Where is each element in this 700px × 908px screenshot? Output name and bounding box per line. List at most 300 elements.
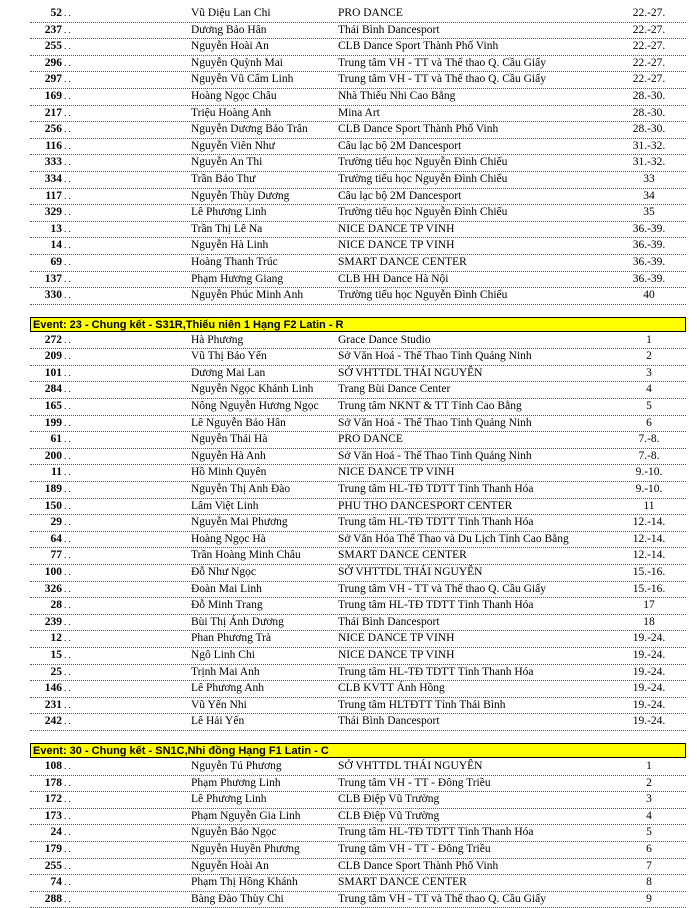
competitor-number: 117 xyxy=(45,189,62,202)
dot-leader: . . xyxy=(64,207,71,218)
placement: 4 xyxy=(646,383,652,396)
competitor-number: 15 xyxy=(50,648,62,661)
club-name: Nhà Thiếu Nhi Cao Bằng xyxy=(338,89,456,102)
competitor-name: Lê Phương Linh xyxy=(191,206,267,219)
competitor-name: Bàng Đào Thùy Chi xyxy=(191,892,284,905)
result-row xyxy=(30,416,686,433)
placement: 19.-24. xyxy=(632,715,666,728)
competitor-number: 255 xyxy=(44,859,62,872)
competitor-number: 189 xyxy=(44,483,62,496)
competitor-number: 242 xyxy=(44,715,62,728)
competitor-name: Nguyễn Ngọc Khánh Linh xyxy=(191,383,314,396)
competitor-number: 101 xyxy=(44,366,62,379)
dot-leader: . . xyxy=(64,334,71,345)
dot-leader: . . xyxy=(64,877,71,888)
dot-leader: . . xyxy=(64,567,71,577)
competitor-name: Lê Hải Yến xyxy=(191,715,245,728)
competitor-name: Hoàng Ngọc Hà xyxy=(191,532,266,545)
competitor-name: Trịnh Mai Anh xyxy=(191,665,260,678)
placement: 19.-24. xyxy=(632,632,666,645)
club-name: Câu lạc bộ 2M Dancesport xyxy=(338,189,462,202)
dot-leader: . . xyxy=(64,107,71,118)
placement: 22.-27. xyxy=(632,56,666,69)
dot-leader: . . xyxy=(64,173,71,184)
placement: 19.-24. xyxy=(632,665,666,678)
placement: 31.-32. xyxy=(632,156,666,169)
club-name: Sở Văn Hóa Thể Thao và Du Lịch Tỉnh Cao Bằng xyxy=(338,532,569,545)
club-name: SMART DANCE CENTER xyxy=(338,876,467,889)
placement: 2 xyxy=(646,776,652,789)
dot-leader: . . xyxy=(64,533,71,544)
placement: 15.-16. xyxy=(632,566,666,578)
competitor-number: 25 xyxy=(50,665,62,678)
club-name: NICE DANCE TP VINH xyxy=(338,466,455,479)
section-gap xyxy=(30,731,686,743)
club-name: Trang Bùi Dance Center xyxy=(338,383,451,396)
result-row xyxy=(30,139,686,156)
club-name: SỞ VHTTDL THÁI NGUYÊN xyxy=(338,366,483,379)
competitor-number: 28 xyxy=(50,599,62,612)
competitor-name: Lê Phương Anh xyxy=(191,682,265,695)
competitor-number: 255 xyxy=(44,40,62,53)
competitor-name: Phạm Phương Linh xyxy=(191,776,281,789)
competitor-name: Đỗ Như Ngọc xyxy=(191,566,257,578)
competitor-name: Nguyễn Thái Hà xyxy=(191,433,268,446)
club-name: Trung tâm HL-TĐ TDTT Tỉnh Thanh Hóa xyxy=(338,483,534,496)
result-row xyxy=(30,776,686,793)
competitor-name: Nguyễn Hoài An xyxy=(191,859,269,872)
placement: 36.-39. xyxy=(632,272,666,285)
club-name: SMART DANCE CENTER xyxy=(338,549,467,562)
placement: 8 xyxy=(646,876,652,889)
competitor-name: Nguyễn Huyền Phương xyxy=(191,842,300,855)
club-name: SMART DANCE CENTER xyxy=(338,255,467,268)
competitor-name: Hoàng Thanh Trúc xyxy=(191,255,278,268)
competitor-number: 297 xyxy=(44,73,62,86)
competitor-name: Nguyễn Hà Anh xyxy=(191,449,266,462)
dot-leader: . . xyxy=(64,649,71,660)
result-row xyxy=(30,122,686,139)
result-row xyxy=(30,255,686,272)
dot-leader: . . xyxy=(64,810,71,821)
club-name: Thái Bình Dancesport xyxy=(338,715,440,728)
club-name: Trung tâm VH - TT - Đông Triều xyxy=(338,776,491,789)
placement: 1 xyxy=(646,333,652,346)
club-name: Trường tiểu học Nguyễn Đình Chiểu xyxy=(338,156,508,169)
result-row xyxy=(30,582,686,599)
placement: 28.-30. xyxy=(632,106,666,119)
result-row xyxy=(30,565,686,582)
placement: 11 xyxy=(643,499,655,512)
club-name: Sở Văn Hoá - Thể Thao Tỉnh Quảng Ninh xyxy=(338,416,532,429)
club-name: CLB Điệp Vũ Trường xyxy=(338,793,440,806)
placement: 19.-24. xyxy=(632,682,666,695)
competitor-name: Phạm Thị Hồng Khánh xyxy=(191,876,298,889)
result-row xyxy=(30,106,686,123)
dot-leader: . . xyxy=(64,633,71,644)
competitor-name: Vũ Yến Nhi xyxy=(191,698,247,711)
dot-leader: . . xyxy=(64,760,71,771)
result-row xyxy=(30,714,686,731)
club-name: CLB Điệp Vũ Trường xyxy=(338,809,440,822)
dot-leader: . . xyxy=(64,90,71,101)
event-header: Event: 23 - Chung kết - S31R,Thiếu niên 1 Hạng F2 Latin - R xyxy=(30,317,686,332)
result-row xyxy=(30,515,686,532)
result-row xyxy=(30,72,686,89)
result-section xyxy=(30,6,686,305)
result-row xyxy=(30,465,686,482)
competitor-name: Triệu Hoàng Anh xyxy=(191,106,272,119)
club-name: Trung tâm VH - TT và Thể thao Q. Cầu Giấy xyxy=(338,582,546,595)
competitor-name: Hà Phương xyxy=(191,333,244,346)
placement: 9 xyxy=(646,892,652,905)
competitor-name: Đoàn Mai Linh xyxy=(191,582,262,595)
club-name: CLB Dance Sport Thành Phố Vinh xyxy=(338,123,499,136)
club-name: SỞ VHTTDL THÁI NGUYÊN xyxy=(338,759,483,772)
result-row xyxy=(30,842,686,859)
result-row xyxy=(30,89,686,106)
competitor-number: 12 xyxy=(50,632,62,645)
dot-leader: . . xyxy=(64,401,71,412)
competitor-name: Trần Thị Lê Na xyxy=(191,222,263,235)
result-row xyxy=(30,222,686,239)
result-row xyxy=(30,681,686,698)
placement: 5 xyxy=(646,826,652,839)
competitor-name: Vũ Thị Bảo Yến xyxy=(191,350,267,363)
competitor-name: Nông Nguyễn Hương Ngọc xyxy=(191,400,319,413)
competitor-name: Nguyễn Phúc Minh Anh xyxy=(191,289,304,302)
dot-leader: . . xyxy=(64,860,71,871)
competitor-number: 64 xyxy=(50,532,62,545)
club-name: Trung tâm VH - TT và Thể thao Q. Cầu Giấy xyxy=(338,892,546,905)
result-row xyxy=(30,665,686,682)
dot-leader: . . xyxy=(64,794,71,805)
dot-leader: . . xyxy=(64,827,71,838)
placement: 28.-30. xyxy=(632,89,666,102)
dot-leader: . . xyxy=(64,616,71,627)
dot-leader: . . xyxy=(64,666,71,677)
dot-leader: . . xyxy=(64,351,71,362)
competitor-number: 231 xyxy=(44,698,62,711)
placement: 5 xyxy=(646,400,652,413)
event-header: Event: 30 - Chung kết - SN1C,Nhi đồng Hạng F1 Latin - C xyxy=(30,743,686,758)
placement: 3 xyxy=(646,366,652,379)
competitor-name: Nguyễn Hoài An xyxy=(191,40,269,53)
result-row xyxy=(30,698,686,715)
placement: 22.-27. xyxy=(632,40,666,53)
club-name: Trung tâm HL-TĐ TDTT Tỉnh Thanh Hóa xyxy=(338,665,534,678)
competitor-name: Dương Mai Lan xyxy=(191,366,266,379)
result-row xyxy=(30,6,686,23)
result-row xyxy=(30,432,686,449)
competitor-number: 29 xyxy=(50,516,62,529)
placement: 36.-39. xyxy=(632,222,666,235)
competitor-number: 13 xyxy=(50,222,62,235)
dot-leader: . . xyxy=(64,57,71,68)
competitor-name: Nguyễn An Thi xyxy=(191,156,263,169)
competitor-number: 173 xyxy=(44,809,62,822)
dot-leader: . . xyxy=(64,583,71,594)
result-row xyxy=(30,792,686,809)
dot-leader: . . xyxy=(64,223,71,234)
result-row xyxy=(30,548,686,565)
club-name: Mina Art xyxy=(338,106,380,119)
competitor-number: 150 xyxy=(44,499,62,512)
result-row xyxy=(30,859,686,876)
club-name: NICE DANCE TP VINH xyxy=(338,222,455,235)
dot-leader: . . xyxy=(64,384,71,395)
dot-leader: . . xyxy=(64,190,71,201)
competitor-number: 165 xyxy=(44,400,62,413)
placement: 7 xyxy=(646,859,652,872)
dot-leader: . . xyxy=(64,843,71,854)
dot-leader: . . xyxy=(64,124,71,135)
competitor-number: 329 xyxy=(44,206,62,219)
result-row xyxy=(30,205,686,222)
result-row xyxy=(30,382,686,399)
club-name: PHU THO DANCESPORT CENTER xyxy=(338,499,513,512)
dot-leader: . . xyxy=(64,41,71,52)
dot-leader: . . xyxy=(64,683,71,694)
result-row xyxy=(30,598,686,615)
competitor-number: 14 xyxy=(50,239,62,252)
placement: 1 xyxy=(646,759,652,772)
competitor-name: Trần Bảo Thư xyxy=(191,172,256,185)
dot-leader: . . xyxy=(64,500,71,511)
placement: 22.-27. xyxy=(632,7,666,19)
competitor-name: Lê Phương Linh xyxy=(191,793,267,806)
competitor-number: 239 xyxy=(44,615,62,628)
placement: 19.-24. xyxy=(632,648,666,661)
dot-leader: . . xyxy=(64,550,71,561)
dot-leader: . . xyxy=(64,699,71,710)
club-name: CLB KVTT Ánh Hồng xyxy=(338,682,445,695)
placement: 3 xyxy=(646,793,652,806)
competitor-name: Hồ Minh Quyên xyxy=(191,466,267,479)
club-name: CLB Dance Sport Thành Phố Vinh xyxy=(338,40,499,53)
competitor-number: 52 xyxy=(50,7,62,19)
dot-leader: . . xyxy=(64,893,71,904)
competitor-number: 209 xyxy=(44,350,62,363)
competitor-name: Phạm Hương Giang xyxy=(191,272,284,285)
competitor-number: 200 xyxy=(44,449,62,462)
competitor-name: Ngô Linh Chi xyxy=(191,648,255,661)
competitor-number: 11 xyxy=(51,466,62,479)
result-row xyxy=(30,272,686,289)
competitor-number: 100 xyxy=(44,566,62,578)
club-name: Trung tâm VH - TT - Đông Triều xyxy=(338,842,491,855)
competitor-name: Nguyễn Vũ Cẩm Linh xyxy=(191,73,294,86)
result-section xyxy=(30,731,686,908)
competitor-number: 333 xyxy=(44,156,62,169)
club-name: Câu lạc bộ 2M Dancesport xyxy=(338,139,462,152)
club-name: Grace Dance Studio xyxy=(338,333,431,346)
competitor-name: Nguyễn Viên Như xyxy=(191,139,275,152)
competitor-number: 179 xyxy=(44,842,62,855)
club-name: Thái Bình Dancesport xyxy=(338,615,440,628)
competitor-number: 61 xyxy=(50,433,62,446)
competitor-number: 272 xyxy=(44,333,62,346)
dot-leader: . . xyxy=(64,273,71,284)
placement: 12.-14. xyxy=(632,549,666,562)
competitor-name: Vũ Diệu Lan Chi xyxy=(191,7,271,19)
competitor-number: 69 xyxy=(50,255,62,268)
club-name: Trường tiểu học Nguyễn Đình Chiểu xyxy=(338,172,508,185)
result-row xyxy=(30,499,686,516)
competitor-name: Lê Nguyễn Bảo Hân xyxy=(191,416,286,429)
placement: 2 xyxy=(646,350,652,363)
placement: 34 xyxy=(643,189,655,202)
competitor-number: 199 xyxy=(44,416,62,429)
competitor-name: Nguyễn Thùy Dương xyxy=(191,189,290,202)
placement: 9.-10. xyxy=(635,483,663,496)
dot-leader: . . xyxy=(64,367,71,378)
placement: 22.-27. xyxy=(632,73,666,86)
result-row xyxy=(30,875,686,892)
competitor-number: 77 xyxy=(50,549,62,562)
dot-leader: . . xyxy=(64,600,71,611)
placement: 7.-8. xyxy=(638,449,660,462)
result-row xyxy=(30,648,686,665)
placement: 15.-16. xyxy=(632,582,666,595)
club-name: Trung tâm VH - TT và Thể thao Q. Cầu Giấy xyxy=(338,56,546,69)
dot-leader: . . xyxy=(64,240,71,251)
club-name: Thái Bình Dancesport xyxy=(338,23,440,36)
dot-leader: . . xyxy=(64,157,71,168)
dot-leader: . . xyxy=(64,484,71,495)
competitor-number: 296 xyxy=(44,56,62,69)
competitor-name: Lâm Việt Linh xyxy=(191,499,259,512)
competitor-name: Trần Hoàng Minh Châu xyxy=(191,549,301,562)
club-name: CLB Dance Sport Thành Phố Vinh xyxy=(338,859,499,872)
result-row xyxy=(30,631,686,648)
placement: 35 xyxy=(643,206,655,219)
club-name: Trường tiểu học Nguyễn Đình Chiểu xyxy=(338,206,508,219)
competitor-name: Dương Bảo Hân xyxy=(191,23,267,36)
competitor-name: Bùi Thị Ánh Dương xyxy=(191,615,284,628)
dot-leader: . . xyxy=(64,777,71,788)
competitor-name: Đỗ Minh Trang xyxy=(191,599,263,612)
result-row xyxy=(30,482,686,499)
dot-leader: . . xyxy=(64,140,71,151)
competitor-name: Nguyễn Dương Bảo Trân xyxy=(191,123,308,136)
section-gap xyxy=(30,305,686,317)
placement: 22.-27. xyxy=(632,23,666,36)
result-row xyxy=(30,349,686,366)
competitor-number: 217 xyxy=(44,106,62,119)
placement: 17 xyxy=(643,599,655,612)
club-name: Trung tâm HL-TĐ TDTT Tỉnh Thanh Hóa xyxy=(338,826,534,839)
placement: 12.-14. xyxy=(632,516,666,529)
placement: 36.-39. xyxy=(632,239,666,252)
competitor-number: 116 xyxy=(45,139,62,152)
result-row xyxy=(30,759,686,776)
placement: 9.-10. xyxy=(635,466,663,479)
competitor-number: 137 xyxy=(44,272,62,285)
placement: 40 xyxy=(643,289,655,302)
placement: 18 xyxy=(643,615,655,628)
competitor-name: Nguyễn Hà Linh xyxy=(191,239,269,252)
result-row xyxy=(30,532,686,549)
dot-leader: . . xyxy=(64,24,71,35)
dot-leader: . . xyxy=(64,434,71,445)
club-name: Sở Văn Hoá - Thể Thao Tỉnh Quảng Ninh xyxy=(338,449,532,462)
competitor-number: 326 xyxy=(44,582,62,595)
result-row xyxy=(30,615,686,632)
placement: 36.-39. xyxy=(632,255,666,268)
club-name: SỞ VHTTDL THÁI NGUYÊN xyxy=(338,566,483,578)
placement: 28.-30. xyxy=(632,123,666,136)
competitor-number: 172 xyxy=(44,793,62,806)
club-name: PRO DANCE xyxy=(338,433,403,446)
placement: 7.-8. xyxy=(638,433,660,446)
dot-leader: . . xyxy=(64,8,71,18)
competitor-name: Nguyễn Mai Phương xyxy=(191,516,288,529)
club-name: Trung tâm HLTĐTT Tỉnh Thái Bình xyxy=(338,698,506,711)
placement: 6 xyxy=(646,416,652,429)
competitor-name: Phạm Nguyễn Gia Linh xyxy=(191,809,301,822)
placement: 4 xyxy=(646,809,652,822)
result-row xyxy=(30,172,686,189)
result-row xyxy=(30,366,686,383)
club-name: CLB HH Dance Hà Nội xyxy=(338,272,449,285)
club-name: Trung tâm HL-TĐ TDTT Tỉnh Thanh Hóa xyxy=(338,599,534,612)
dot-leader: . . xyxy=(64,517,71,528)
dot-leader: . . xyxy=(64,256,71,267)
result-row xyxy=(30,56,686,73)
result-row xyxy=(30,399,686,416)
result-row xyxy=(30,333,686,350)
result-row xyxy=(30,23,686,40)
dot-leader: . . xyxy=(64,467,71,478)
competitor-number: 24 xyxy=(50,826,62,839)
result-row xyxy=(30,809,686,826)
result-row xyxy=(30,449,686,466)
dot-leader: . . xyxy=(64,716,71,727)
competitor-number: 108 xyxy=(44,759,62,772)
competitor-number: 256 xyxy=(44,123,62,136)
competitor-name: Nguyễn Bảo Ngọc xyxy=(191,826,277,839)
placement: 19.-24. xyxy=(632,698,666,711)
dot-leader: . . xyxy=(64,74,71,85)
club-name: Trung tâm NKNT & TT Tỉnh Cao Bằng xyxy=(338,400,522,413)
result-row xyxy=(30,238,686,255)
club-name: Sở Văn Hoá - Thể Thao Tỉnh Quảng Ninh xyxy=(338,350,532,363)
placement: 6 xyxy=(646,842,652,855)
competitor-number: 146 xyxy=(44,682,62,695)
result-row xyxy=(30,288,686,305)
competitor-number: 74 xyxy=(50,876,62,889)
competitor-name: Nguyễn Quỳnh Mai xyxy=(191,56,283,69)
club-name: Trung tâm VH - TT và Thể thao Q. Cầu Giấy xyxy=(338,73,546,86)
dot-leader: . . xyxy=(64,450,71,461)
dot-leader: . . xyxy=(64,290,71,301)
club-name: Trung tâm HL-TĐ TDTT Tỉnh Thanh Hóa xyxy=(338,516,534,529)
club-name: NICE DANCE TP VINH xyxy=(338,648,455,661)
competitor-name: Hoàng Ngọc Châu xyxy=(191,89,277,102)
club-name: NICE DANCE TP VINH xyxy=(338,632,455,645)
competitor-number: 288 xyxy=(44,892,62,905)
placement: 33 xyxy=(643,172,655,185)
competitor-name: Nguyễn Thị Anh Đào xyxy=(191,483,291,496)
placement: 12.-14. xyxy=(632,532,666,545)
result-row xyxy=(30,825,686,842)
competitor-number: 169 xyxy=(44,89,62,102)
result-row xyxy=(30,155,686,172)
result-row xyxy=(30,189,686,206)
results-sheet xyxy=(30,6,686,908)
competitor-name: Nguyễn Tú Phương xyxy=(191,759,282,772)
